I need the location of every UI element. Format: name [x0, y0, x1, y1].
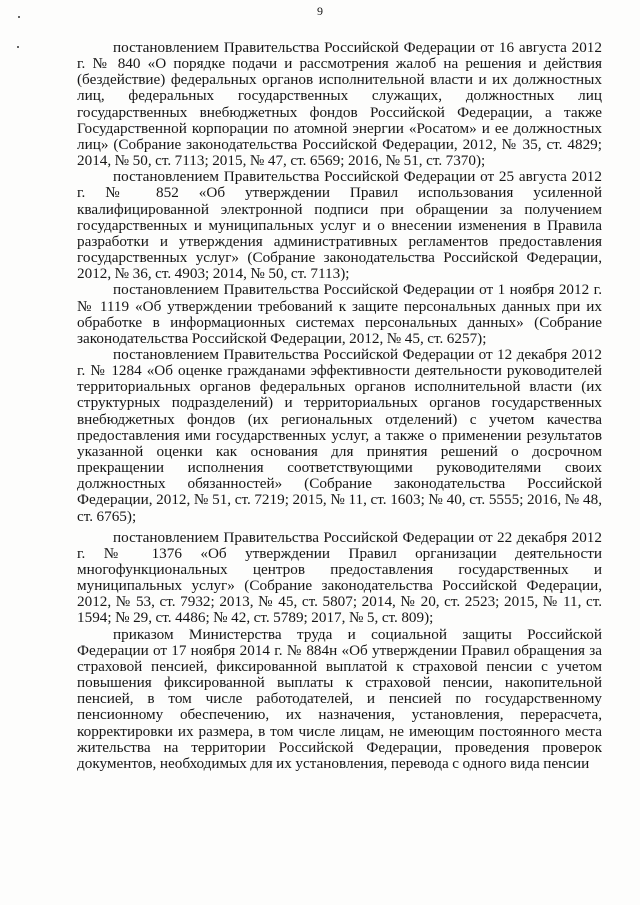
page-number: 9	[317, 4, 323, 18]
paragraph-order-884n: приказом Министерства труда и социальной защиты Российской Федерации от 17 ноября 2014 г. № 884н «Об утверждении Правил обращения за страховой пенсией, фиксированной выплатой к страховой пенсии с учетом повышения фиксированной выплаты к страховой пенсии, накопительной пенсией, в том числе работодателей, и пенсией по государственному пенсионному обеспечению, их назначения, установления, перерасчета, корректировки их размера, в том числе лицам, не имеющим постоянного места жительства на территории Российской Федерации, проведения проверок документов, необходимых для их установления, перевода с одного вида пенсии	[77, 625, 602, 772]
paragraph-resolution-1376: постановлением Правительства Российской Федерации от 22 декабря 2012 г. № 1376 «Об утверждении Правил организации деятельности многофункциональных центров предоставления государственных и муниципальных услуг» (Собрание законодательства Российской Федерации, 2012, № 53, ст. 7932; 2013, № 45, ст. 5807; 2014, № 20, ст. 2523; 2015, № 11, ст. 1594; № 29, ст. 4486; № 42, ст. 5789; 2017, № 5, ст. 809);	[77, 528, 602, 627]
paragraph-resolution-852: постановлением Правительства Российской Федерации от 25 августа 2012 г. № 852 «Об утверждении Правил использования усиленной квалифицированной электронной подписи при обращении за получением государственных и муниципальных услуг и о внесении изменения в Правила разработки и утверждения административных регламентов предоставления государственных услуг» (Собрание законодательства Российской Федерации, 2012, № 36, ст. 4903; 2014, № 50, ст. 7113);	[77, 168, 602, 283]
paragraph-resolution-1119: постановлением Правительства Российской Федерации от 1 ноября 2012 г. № 1119 «Об утверждении требований к защите персональных данных при их обработке в информационных системах персональных данных» (Собрание законодательства Российской Федерации, 2012, № 45, ст. 6257);	[77, 281, 602, 347]
paragraph-resolution-1284: постановлением Правительства Российской Федерации от 12 декабря 2012 г. № 1284 «Об оценке гражданами эффективности деятельности руководителей территориальных органов федеральных органов исполнительной власти (их структурных подразделений) и территориальных органов государственных внебюджетных фондов (их региональных отделений) с учетом качества предоставления ими государственных услуг, а также о применении результатов указанной оценки как основания для принятия решений о досрочном прекращении исполнения соответствующими руководителями своих должностных обязанностей» (Собрание законодательства Российской Федерации, 2012, № 51, ст. 7219; 2015, № 11, ст. 1603; № 40, ст. 5555; 2016, № 48, ст. 6765);	[77, 345, 602, 525]
scan-speck	[17, 46, 19, 48]
paragraph-resolution-840: постановлением Правительства Российской Федерации от 16 августа 2012 г. № 840 «О порядке подачи и рассмотрения жалоб на решения и действия (бездействие) федеральных органов исполнительной власти и их должностных лиц, федеральных государственных служащих, должностных лиц государственных внебюджетных фондов Российской Федерации, а также Государственной корпорации по атомной энергии «Росатом» и ее должностных лиц» (Собрание законодательства Российской Федерации, 2012, № 35, ст. 4829; 2014, № 50, ст. 7113; 2015, № 47, ст. 6569; 2016, № 51, ст. 7370);	[77, 39, 602, 170]
document-body	[77, 40, 602, 772]
